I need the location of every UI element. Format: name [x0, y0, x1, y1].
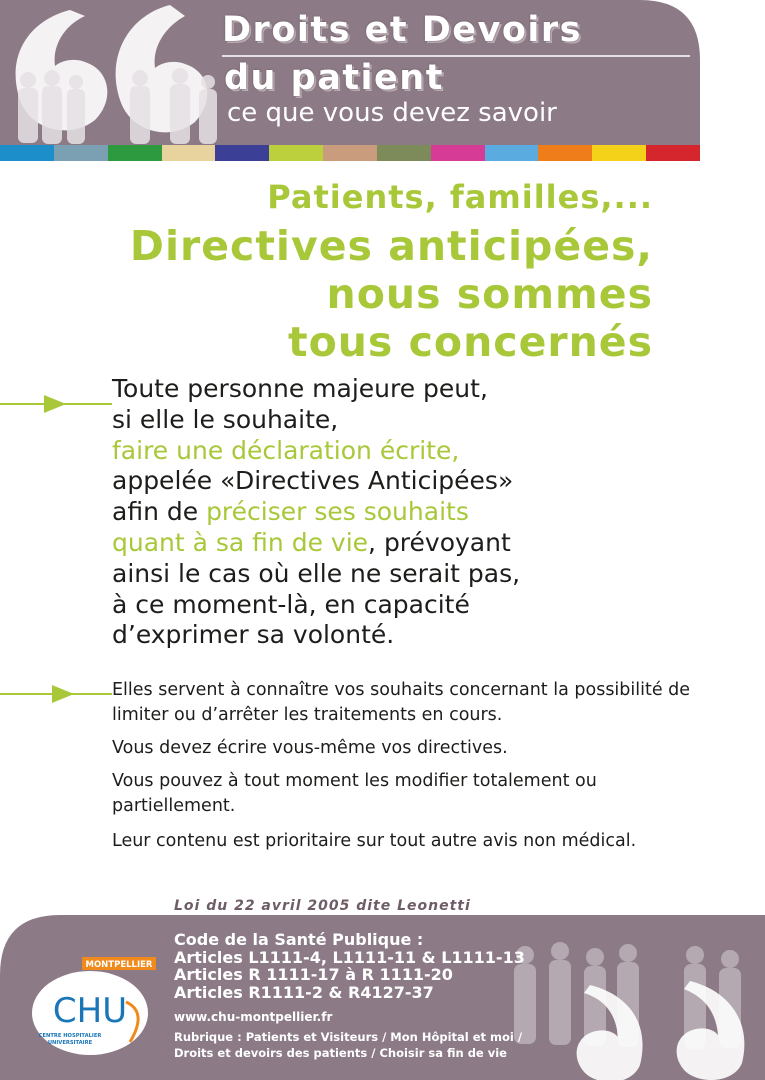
color-stripe-segment: [485, 145, 539, 161]
intro-line: Toute personne majeure peut,: [112, 374, 488, 403]
header-banner: [0, 0, 765, 162]
color-stripe-segment: [538, 145, 592, 161]
footer-rubrique-line: Droits et devoirs des patients / Choisir sa fin de vie: [174, 1045, 507, 1060]
detail-paragraph-4: Leur contenu est prioritaire sur tout autre avis non médical.: [112, 831, 637, 851]
intro-line: si elle le souhaite,: [112, 404, 339, 434]
intro-line: [112, 497, 732, 528]
footer-banner: [0, 915, 765, 1080]
color-stripe-segment: [0, 145, 54, 161]
intro-line: ainsi le cas où elle ne serait pas,: [112, 558, 521, 588]
header-title-line2: du patient: [224, 58, 444, 98]
headline-line1: Patients, familles,...: [267, 178, 653, 216]
logo-chu-text: CHU: [52, 991, 128, 1031]
law-reference: Loi du 22 avril 2005 dite Leonetti: [174, 898, 471, 914]
arrow-icon: [44, 395, 66, 413]
footer-articles: Articles R 1111-17 à R 1111-20: [174, 965, 453, 984]
color-stripe-segment: [377, 145, 431, 161]
headline-line4: tous concernés: [287, 318, 653, 366]
detail-paragraph-1: Elles servent à connaître vos souhaits concernant la possibilité de limiter ou d’arrêter les traitements en cours.: [112, 680, 691, 725]
color-stripe-segment: [54, 145, 108, 161]
color-stripe-segment: [108, 145, 162, 161]
intro-line: d’exprimer sa volonté.: [112, 620, 395, 650]
intro-paragraph: [112, 374, 732, 651]
header-subtitle: ce que vous devez savoir: [227, 98, 557, 128]
color-stripe-segment: [323, 145, 377, 161]
headline-line3: nous sommes: [326, 270, 653, 318]
footer-rubrique-line: Rubrique : Patients et Visiteurs / Mon Hôpital et moi /: [174, 1030, 523, 1044]
color-stripe-segment: [162, 145, 216, 161]
intro-highlight: quant à sa fin de vie: [112, 527, 369, 557]
footer-articles: Articles R1111-2 & R4127-37: [174, 982, 434, 1002]
footer-rubrique: [174, 1030, 522, 1061]
intro-highlight: préciser ses souhaits: [206, 497, 469, 527]
color-stripe-segment: [215, 145, 269, 161]
detail-paragraph-3: Vous pouvez à tout moment les modifier totalement ou partiellement.: [112, 771, 597, 816]
intro-line: appelée «Directives Anticipées»: [112, 466, 514, 496]
intro-line: à ce moment-là, en capacité: [112, 589, 470, 619]
color-stripe-segment: [431, 145, 485, 161]
arrow-icon: [52, 685, 74, 703]
header-title: Droits et Devoirs: [222, 10, 582, 50]
footer-code-title: Code de la Santé Publique :: [174, 930, 424, 949]
logo-city-text: MONTPELLIER: [85, 960, 153, 970]
intro-text: afin de: [112, 497, 207, 527]
footer-legal-block: [174, 931, 525, 1001]
color-stripe: [0, 145, 700, 161]
color-stripe-segment: [646, 145, 700, 161]
footer-articles: Articles L1111-4, L1111-11 & L1111-13: [174, 947, 525, 967]
intro-text: , prévoyant: [368, 527, 511, 557]
chu-logo: [30, 957, 158, 1057]
logo-subtitle-line2: UNIVERSITAIRE: [47, 1040, 93, 1046]
logo-subtitle-line1: CENTRE HOSPITALIER: [38, 1033, 102, 1039]
detail-paragraph-2: Vous devez écrire vous-même vos directives.: [112, 738, 508, 758]
intro-highlight: faire une déclaration écrite,: [112, 435, 460, 465]
color-stripe-segment: [269, 145, 323, 161]
headline-line2: Directives anticipées,: [129, 222, 653, 270]
color-stripe-segment: [592, 145, 646, 161]
intro-line: [112, 528, 732, 559]
footer-website-link[interactable]: www.chu-montpellier.fr: [174, 1010, 333, 1024]
